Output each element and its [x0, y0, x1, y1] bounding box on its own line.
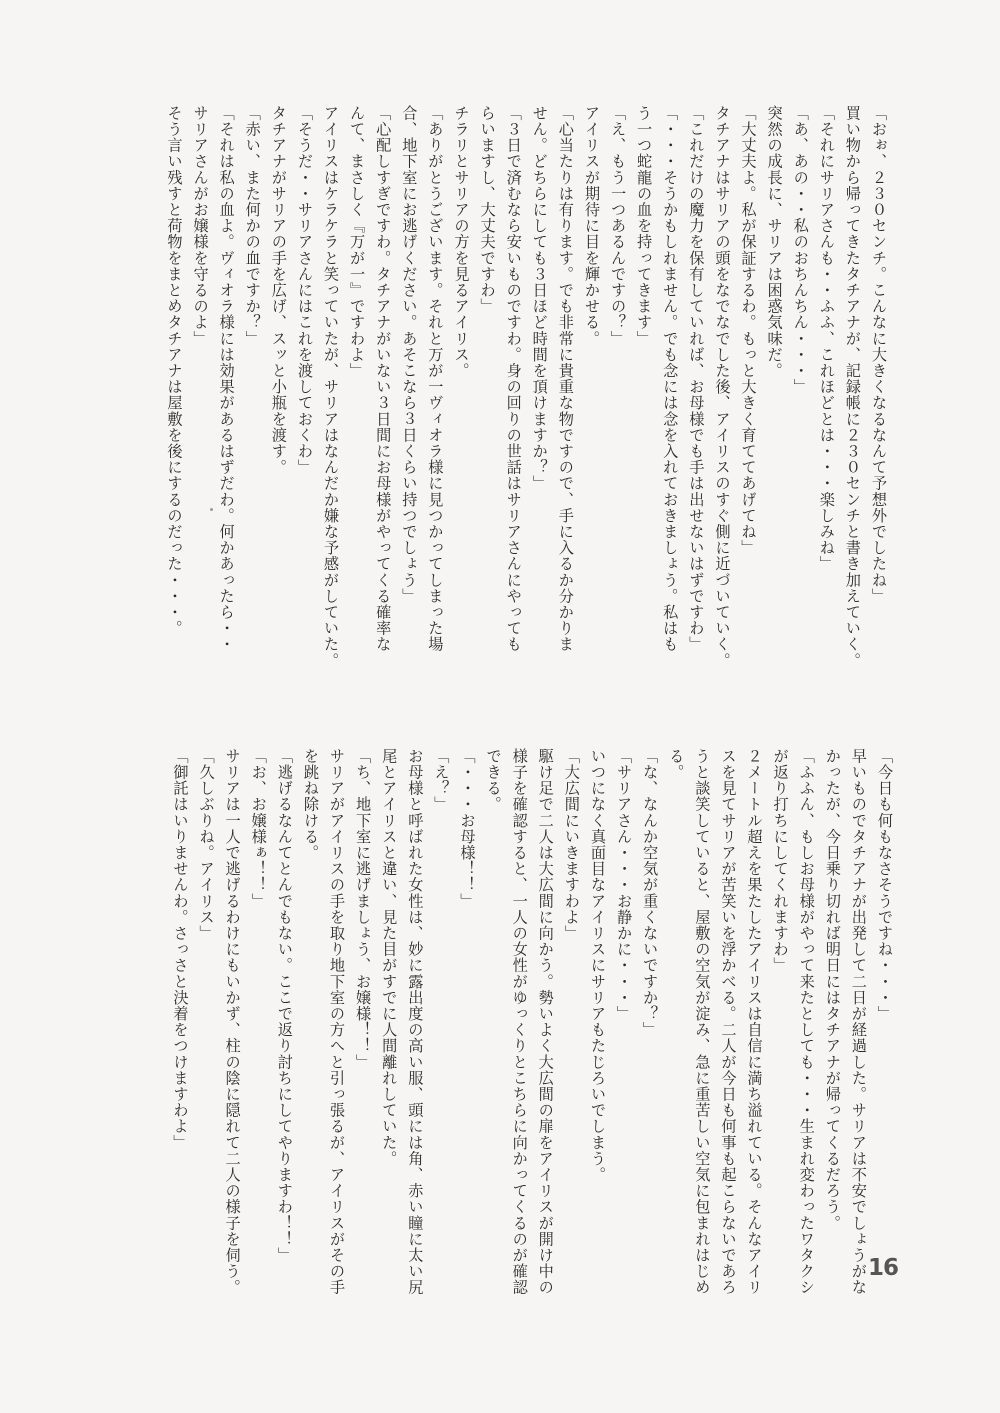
text-line: タチアナがサリアの手を広げ、スッと小瓶を渡す。 — [269, 105, 288, 476]
text-line: お母様と呼ばれた女性は、妙に露出度の高い服、頭には角、赤い瞳に太い尻 — [406, 748, 425, 1296]
page-number: 16 — [868, 1255, 899, 1281]
text-line: らいますし、大丈夫ですわ」 — [478, 105, 497, 315]
text-line: 尾とアイリスと違い、見た目がすでに人間離れしていた。 — [380, 748, 399, 1167]
text-line: 「それは私の血よ。ヴィオラ様には効果があるはずだわ。何かあったら・・ — [217, 105, 236, 653]
text-line: できる。 — [484, 748, 503, 813]
text-line: 「ち、地下室に逃げましょう、お嬢様！！」 — [354, 748, 373, 1070]
text-line: 様子を確認すると、一人の女性がゆっくりとこちらに向かってくるのが確認 — [510, 748, 529, 1296]
text-line: 「え？」 — [432, 748, 451, 813]
text-line: 「大広間にいきますわよ」 — [562, 748, 581, 942]
text-line: かったが、今日乗り切れば明日にはタチアナが帰ってくるだろう。 — [823, 748, 842, 1231]
top-text-block — [161, 105, 892, 675]
text-line: ２メートル超えを果たしたアイリスは自信に満ち溢れている。そんなアイリ — [745, 748, 764, 1296]
text-line: 「え、もう一つあるんですの？」 — [609, 105, 628, 347]
text-line: サリアは一人で逃げるわけにもいかず、柱の陰に隠れて二人の様子を伺う。 — [223, 748, 242, 1296]
text-line: うと談笑していると、屋敷の空気が淀み、急に重苦しい空気に包まれはじめ — [693, 748, 712, 1296]
text-line: 「今日も何もなさそうですね・・・」 — [876, 748, 894, 1022]
text-line: 「そうだ・・サリアさんにはこれを渡しておくわ」 — [295, 105, 314, 476]
text-line: 「・・・そうかもしれません。でも念には念を入れておきましょう。私はも — [661, 105, 680, 653]
text-line: 「心配しすぎですわ。タチアナがいない３日間にお母様がやってくる確率な — [374, 105, 393, 653]
text-line: アイリスはケラケラと笑っていたが、サリアはなんだか嫌な予感がしていた。 — [322, 105, 341, 669]
text-line: アイリスが期待に目を輝かせる。 — [582, 105, 601, 347]
text-line: せん。どちらにしても３日ほど時間を頂けますか？」 — [530, 105, 549, 492]
text-line: 「サリアさん・・・お静かに・・・」 — [615, 748, 634, 1022]
text-line: 「心当たりは有ります。でも非常に貴重な物ですので、手に入るか分かりま — [556, 105, 575, 653]
text-line: 「逃げるなんてとんでもない。ここで返り討ちにしてやりますわ！！」 — [275, 748, 294, 1264]
text-line: 「な、なんか空気が重くないですか？」 — [641, 748, 660, 1038]
bottom-text-block — [167, 748, 898, 1348]
text-line: 「３日で済むなら安いものですわ。身の回りの世話はサリアさんにやっても — [504, 105, 523, 653]
text-line: 駆け足で二人は大広間に向かう。勢いよく大広間の扉をアイリスが開け中の — [536, 748, 555, 1296]
text-line: 「お、お嬢様ぁ！！」 — [249, 748, 268, 909]
text-line: そう言い残すと荷物をまとめタチアナは屋敷を後にするのだった・・・。 — [165, 105, 184, 637]
text-line: 「ありがとうございます。それと万が一ヴィオラ様に見つかってしまった場 — [426, 105, 445, 653]
text-line: 「・・・お母様！！」 — [458, 748, 477, 909]
text-line: 早いものでタチアナが出発して二日が経過した。サリアは不安でしょうがな — [849, 748, 868, 1296]
text-line: サリアさんがお嬢様を守るのよ」 — [191, 105, 210, 347]
text-line: 「久しぶりね。アイリス」 — [197, 748, 216, 942]
text-line: う一つ蛇龍の血を持ってきます」 — [635, 105, 654, 347]
text-line: いつになく真面目なアイリスにサリアもたじろいでしまう。 — [588, 748, 607, 1183]
text-line: 突然の成長に、サリアは困惑気味だ。 — [765, 105, 784, 379]
text-line: 「おぉ、２３０センチ。こんなに大きくなるなんて予想外でしたね」 — [870, 105, 888, 605]
text-line: チラリとサリアの方を見るアイリス。 — [452, 105, 471, 379]
text-line: 「あ、あの・・私のおちんちん・・・」 — [791, 105, 810, 395]
text-line: 「大丈夫よ。私が保証するわ。もっと大きく育ててあげてね」 — [739, 105, 758, 556]
text-line: 合、地下室にお逃げください。あそこなら３日くらい持つでしょう」 — [400, 105, 419, 605]
text-line: 「ふふん、もしお母様がやって来たとしても・・・生まれ変わったワタクシ — [797, 748, 816, 1296]
text-line: を跳ね除ける。 — [301, 748, 320, 861]
text-line: 「それにサリアさんも・・ふふ、これほどとは・・・楽しみね」 — [817, 105, 836, 572]
text-line: タチアナはサリアの頭をなでなでした後、アイリスのすぐ側に近づいていく。 — [713, 105, 732, 669]
text-line: 「これだけの魔力を保有していれば、お母様でも手は出せないはずですわ」 — [687, 105, 706, 653]
paper-speck — [210, 508, 213, 511]
text-line: 買い物から帰ってきたタチアナが、記録帳に２３０センチと書き加えていく。 — [843, 105, 862, 669]
text-line: が返り打ちにしてくれますわ」 — [771, 748, 790, 974]
text-line: 「赤い、また何かの血ですか？」 — [243, 105, 262, 347]
text-line: る。 — [667, 748, 686, 781]
text-line: サリアがアイリスの手を取り地下室の方へと引っ張るが、アイリスがその手 — [328, 748, 347, 1296]
text-line: んて、まさしく『万が一』ですわよ」 — [348, 105, 367, 379]
text-line: 「御託はいりませんわ。さっさと決着をつけますわよ」 — [171, 748, 190, 1151]
text-line: スを見てサリアが苦笑いを浮かべる。二人が今日も何事も起こらないであろ — [719, 748, 738, 1296]
